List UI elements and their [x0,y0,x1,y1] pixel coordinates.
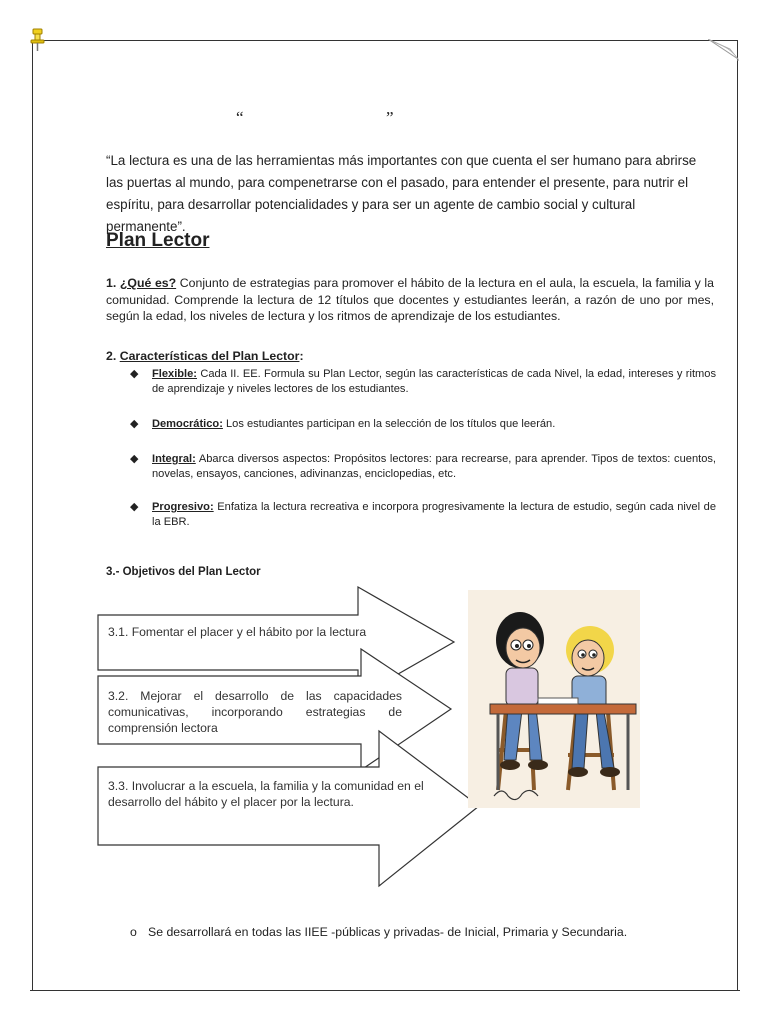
pushpin-icon [29,28,47,52]
characteristics-label: Características del Plan Lector [119,349,300,363]
footer-bullet [130,925,627,939]
diamond-bullet-icon: ◆ [130,501,139,513]
characteristics-colon: : [299,349,304,363]
what-is-text: Conjunto de estrategias para promover el hábito de la lectura en el aula, la escuela, la familia y la comunidad. Comprende la lectura de 12 títulos que docentes y estudiantes leerán, a razón de uno por mes, según la edad, los niveles de lectura y los ritmos de aprendizaje de los estudiantes. [106,276,714,323]
title-quote-open: “ [236,108,244,127]
objectives-heading: 3.- Objetivos del Plan Lector [106,566,261,578]
diamond-bullet-icon: ◆ [130,418,139,430]
characteristic-term: Integral: [152,453,196,465]
characteristic-text: Los estudiantes participan en la selección de los títulos que leerán. [222,418,556,430]
what-is-label: ¿Qué es? [119,276,177,290]
list-item [130,367,716,396]
what-is-number: 1. [106,276,120,290]
circle-bullet-icon: o [130,925,137,939]
footer-bullet-text: Se desarrollará en todas las IIEE -públicas y privadas- de Inicial, Primaria y Secundaria. [148,925,628,939]
objective-item-1: 3.1. Fomentar el placer y el hábito por la lectura [108,625,367,639]
objective-item-3: 3.3. Involucrar a la escuela, la familia y la comunidad en el desarrollo del hábito y el placer por la lectura. [108,779,424,809]
children-reading-illustration [468,590,640,808]
characteristics-heading [106,349,304,363]
characteristic-term: Flexible: [152,368,198,380]
diamond-bullet-icon: ◆ [130,368,139,380]
page-title: Plan Lector [106,230,210,251]
characteristic-term: Democrático: [152,418,223,430]
characteristic-text: Enfatiza la lectura recreativa e incorpora progresivamente la lectura de estudio, según cada nivel de la EBR. [152,501,716,528]
characteristic-text: Cada II. EE. Formula su Plan Lector, según las características de cada Nivel, la edad, intereses y ritmos de aprendizaje y niveles lectores de los estudiantes. [152,368,716,395]
title-quote-close: ” [386,108,394,127]
diamond-bullet-icon: ◆ [130,453,139,465]
list-item [130,452,716,481]
characteristic-text: Abarca diversos aspectos: Propósitos lectores: para recrearse, para aprender. Tipos de textos: cuentos, novelas, ensayos, canciones, adivinanzas, enciclopedias, etc. [152,453,716,480]
list-item [130,417,716,432]
page-corner-fold-icon [708,39,740,61]
characteristics-number: 2. [106,349,120,363]
characteristic-term: Progresivo: [152,501,214,513]
objective-item-2: 3.2. Mejorar el desarrollo de las capacidades comunicativas, incorporando estrategias de comprensión lectora [108,689,402,735]
what-is-paragraph [106,275,714,325]
intro-quote: “La lectura es una de las herramientas más importantes con que cuenta el ser humano para abrirse las puertas al mundo, para compenetrarse con el pasado, para entender el presente, para nutrir el espíritu, para desarrollar potencialidades y para ser un agente de cambio social y cultural permanente”. [106,153,697,234]
list-item [130,500,716,529]
page-bottom-edge [30,990,740,991]
